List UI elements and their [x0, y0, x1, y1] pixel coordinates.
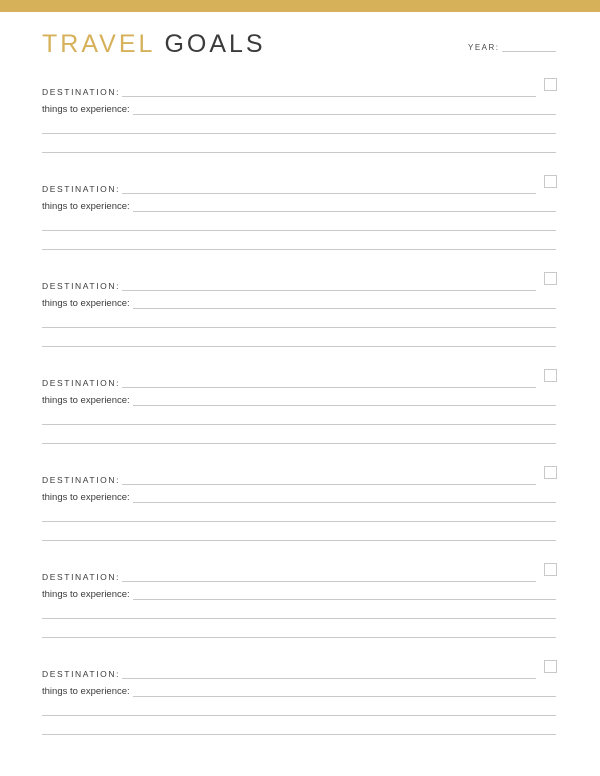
experience-line: [133, 686, 556, 697]
experience-line: [133, 395, 556, 406]
year-field[interactable]: [468, 42, 556, 52]
top-accent-bar: [0, 0, 600, 12]
destination-field[interactable]: [42, 374, 536, 388]
writing-line[interactable]: [42, 540, 556, 541]
destination-line: [122, 668, 536, 679]
writing-line[interactable]: [42, 133, 556, 134]
travel-entry-3: [42, 277, 556, 357]
experience-line: [133, 589, 556, 600]
destination-label: DESTINATION:: [42, 184, 121, 194]
title-goals: GOALS: [164, 30, 266, 58]
writing-line[interactable]: [42, 346, 556, 347]
experience-line: [133, 104, 556, 115]
title-travel: TRAVEL: [42, 30, 155, 58]
writing-line[interactable]: [42, 637, 556, 638]
writing-line[interactable]: [42, 734, 556, 735]
travel-entry-7: [42, 665, 556, 745]
writing-line[interactable]: [42, 424, 556, 425]
experience-label: things to experience:: [42, 395, 130, 406]
experience-field[interactable]: [42, 295, 556, 309]
completed-checkbox[interactable]: [544, 660, 557, 673]
destination-line: [122, 571, 536, 582]
destination-field[interactable]: [42, 568, 536, 582]
destination-field[interactable]: [42, 471, 536, 485]
travel-entry-6: [42, 568, 556, 648]
writing-line[interactable]: [42, 618, 556, 619]
experience-line: [133, 298, 556, 309]
destination-label: DESTINATION:: [42, 475, 121, 485]
travel-entry-2: [42, 180, 556, 260]
destination-line: [122, 474, 536, 485]
destination-field[interactable]: [42, 83, 536, 97]
experience-label: things to experience:: [42, 104, 130, 115]
writing-line[interactable]: [42, 715, 556, 716]
completed-checkbox[interactable]: [544, 466, 557, 479]
destination-line: [122, 86, 536, 97]
experience-field[interactable]: [42, 101, 556, 115]
experience-field[interactable]: [42, 586, 556, 600]
writing-line[interactable]: [42, 521, 556, 522]
writing-line[interactable]: [42, 152, 556, 153]
destination-line: [122, 280, 536, 291]
destination-line: [122, 377, 536, 388]
completed-checkbox[interactable]: [544, 369, 557, 382]
year-line: [502, 42, 556, 52]
experience-line: [133, 492, 556, 503]
writing-line[interactable]: [42, 230, 556, 231]
experience-label: things to experience:: [42, 201, 130, 212]
completed-checkbox[interactable]: [544, 175, 557, 188]
year-label: YEAR:: [468, 43, 500, 52]
destination-label: DESTINATION:: [42, 572, 121, 582]
travel-entry-1: [42, 83, 556, 163]
destination-field[interactable]: [42, 180, 536, 194]
writing-line[interactable]: [42, 443, 556, 444]
destination-label: DESTINATION:: [42, 87, 121, 97]
destination-line: [122, 183, 536, 194]
travel-entry-4: [42, 374, 556, 454]
destination-field[interactable]: [42, 277, 536, 291]
page-title: [42, 30, 266, 59]
experience-label: things to experience:: [42, 686, 130, 697]
writing-line[interactable]: [42, 249, 556, 250]
experience-field[interactable]: [42, 392, 556, 406]
experience-field[interactable]: [42, 683, 556, 697]
experience-field[interactable]: [42, 198, 556, 212]
completed-checkbox[interactable]: [544, 563, 557, 576]
completed-checkbox[interactable]: [544, 272, 557, 285]
experience-label: things to experience:: [42, 298, 130, 309]
experience-label: things to experience:: [42, 492, 130, 503]
experience-label: things to experience:: [42, 589, 130, 600]
destination-label: DESTINATION:: [42, 378, 121, 388]
destination-label: DESTINATION:: [42, 669, 121, 679]
destination-label: DESTINATION:: [42, 281, 121, 291]
experience-line: [133, 201, 556, 212]
writing-line[interactable]: [42, 327, 556, 328]
completed-checkbox[interactable]: [544, 78, 557, 91]
travel-entry-5: [42, 471, 556, 551]
destination-field[interactable]: [42, 665, 536, 679]
experience-field[interactable]: [42, 489, 556, 503]
